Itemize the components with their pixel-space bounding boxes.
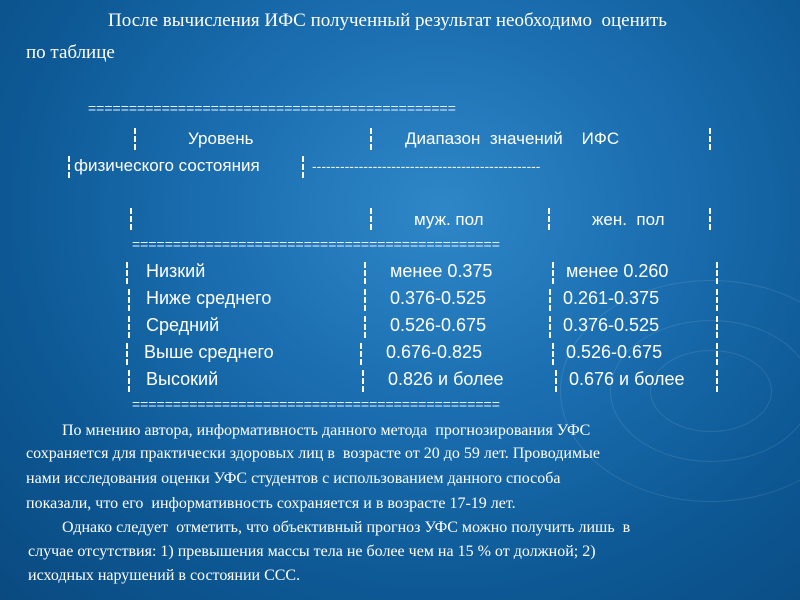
row-level: Низкий xyxy=(146,261,206,281)
background-ripple xyxy=(650,350,772,432)
header-level-label-2: физического состояния xyxy=(74,156,260,175)
table-border xyxy=(370,128,374,150)
table-border xyxy=(364,289,368,311)
row-female-value: 0.376-0.525 xyxy=(563,315,660,335)
table-border xyxy=(364,262,368,284)
header-dash-rule: ------------------------------------------------- xyxy=(312,158,541,174)
table-border xyxy=(370,208,374,230)
table-border xyxy=(716,370,720,392)
table-border xyxy=(130,208,134,230)
table-border xyxy=(555,370,559,392)
row-level: Выше среднего xyxy=(144,342,274,362)
table-border xyxy=(716,289,720,311)
row-male-value: 0.526-0.675 xyxy=(390,315,487,335)
row-female-value: 0.676 и более xyxy=(569,369,685,389)
table-border xyxy=(709,128,713,150)
header-level-label: Уровень xyxy=(188,129,254,148)
table-border xyxy=(128,370,132,392)
table-bottom-rule: ============================================= xyxy=(132,396,500,412)
table-border xyxy=(364,316,368,338)
table-border xyxy=(302,156,306,178)
body-line: Однако следует отметить, что объективный прогноз УФС можно получить лишь в xyxy=(62,519,631,536)
table-border xyxy=(128,289,132,311)
table-border xyxy=(716,316,720,338)
table-border xyxy=(360,343,364,365)
row-level: Высокий xyxy=(146,369,219,389)
table-border xyxy=(362,370,366,392)
row-male-value: менее 0.375 xyxy=(390,261,493,281)
table-border xyxy=(134,128,138,150)
intro-line-1: После вычисления ИФС полученный результат необходимо оценить xyxy=(108,10,667,31)
body-line: случае отсутствия: 1) превышения массы тела не более чем на 15 % от должной; 2) xyxy=(28,543,596,560)
row-female-value: менее 0.260 xyxy=(566,261,669,281)
header-male-label: муж. пол xyxy=(414,210,484,229)
intro-line-2: по таблице xyxy=(26,42,115,63)
body-line: показали, что его информативность сохраняется и в возрасте 17-19 лет. xyxy=(26,495,516,512)
body-line: исходных нарушений в состоянии ССС. xyxy=(28,567,301,584)
row-level: Ниже среднего xyxy=(146,288,272,308)
table-border xyxy=(552,262,556,284)
table-border xyxy=(549,289,553,311)
body-line: По мнению автора, информативность данного метода прогнозирования УФС xyxy=(62,422,591,439)
table-border xyxy=(716,262,720,284)
table-top-rule: ============================================= xyxy=(88,100,456,116)
header-range-label: Диапазон значений ИФС xyxy=(405,129,620,148)
table-border xyxy=(709,208,713,230)
table-border xyxy=(548,208,552,230)
table-border xyxy=(552,343,556,365)
row-female-value: 0.526-0.675 xyxy=(566,342,663,362)
row-level: Средний xyxy=(146,315,220,335)
table-border xyxy=(126,262,130,284)
row-male-value: 0.376-0.525 xyxy=(390,288,487,308)
body-line: сохраняется для практически здоровых лиц в возрасте от 20 до 59 лет. Проводимые xyxy=(26,445,600,462)
table-mid-rule: ============================================= xyxy=(132,236,500,252)
body-line: нами исследования оценки УФС студентов с использованием данного способа xyxy=(26,470,561,487)
table-border xyxy=(68,156,72,178)
table-border xyxy=(716,343,720,365)
row-male-value: 0.826 и более xyxy=(388,369,504,389)
row-female-value: 0.261-0.375 xyxy=(563,288,660,308)
table-border xyxy=(128,316,132,338)
table-border xyxy=(126,343,130,365)
header-female-label: жен. пол xyxy=(592,210,665,229)
row-male-value: 0.676-0.825 xyxy=(386,342,483,362)
table-border xyxy=(549,316,553,338)
